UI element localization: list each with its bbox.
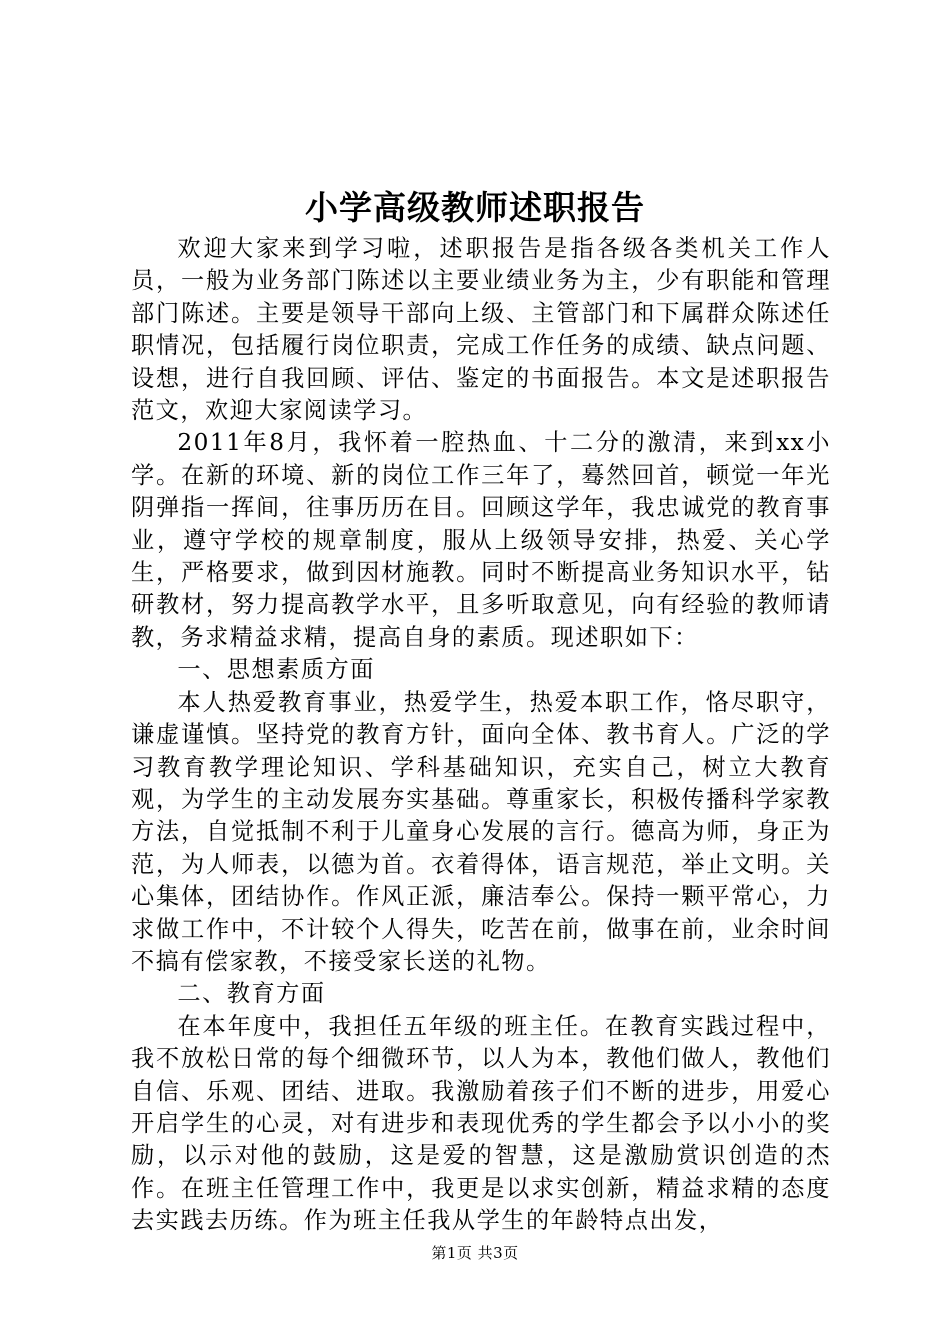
document-body — [131, 233, 831, 1238]
paragraph-ideology: 本人热爱教育事业，热爱学生，热爱本职工作，恪尽职守，谦虚谨慎。坚持党的教育方针，面向全体、教书育人。广泛的学习教育教学理论知识、学科基础知识，充实自己，树立大教育观，为学生的主动发展夯实基础。尊重家长，积极传播科学家教方法，自觉抵制不利于儿童身心发展的言行。德高为师，身正为范，为人师表，以德为首。衣着得体，语言规范，举止文明。关心集体，团结协作。作风正派，廉洁奉公。保持一颗平常心，力求做工作中，不计较个人得失，吃苦在前，做事在前，业余时间不搞有偿家教，不接受家长送的礼物。 — [131, 688, 831, 975]
section-heading-education: 二、教育方面 — [177, 980, 326, 1008]
paragraph-education: 在本年度中，我担任五年级的班主任。在教育实践过程中，我不放松日常的每个细微环节，以人为本，教他们做人，教他们自信、乐观、团结、进取。我激励着孩子们不断的进步，用爱心开启学生的心灵，对有进步和表现优秀的学生都会予以小小的奖励，以示对他的鼓励，这是爱的智慧，这是激励赏识创造的杰作。在班主任管理工作中，我更是以求实创新，精益求精的态度去实践去历练。作为班主任我从学生的年龄特点出发， — [131, 1012, 831, 1235]
paragraph-background: 2011年8月，我怀着一腔热血、十二分的激清，来到xx小学。在新的环境、新的岗位工作三年了，蓦然回首，顿觉一年光阴弹指一挥间，往事历历在目。回顾这学年，我忠诚党的教育事业，遵守学校的规章制度，服从上级领导安排，热爱、关心学生，严格要求，做到因材施教。同时不断提高业务知识水平，钻研教材，努力提高教学水平，且多听取意见，向有经验的教师请教，务求精益求精，提高自身的素质。现述职如下： — [131, 429, 831, 651]
page-footer: 第1页 共3页 — [431, 1244, 519, 1262]
section-heading-ideology: 一、思想素质方面 — [177, 656, 375, 684]
paragraph-intro: 欢迎大家来到学习啦，述职报告是指各级各类机关工作人员，一般为业务部门陈述以主要业绩业务为主，少有职能和管理部门陈述。主要是领导干部向上级、主管部门和下属群众陈述任职情况，包括履行岗位职责，完成工作任务的成绩、缺点问题、设想，进行自我回顾、评估、鉴定的书面报告。本文是述职报告范文，欢迎大家阅读学习。 — [131, 235, 831, 425]
document-title: 小学高级教师述职报告 — [305, 188, 645, 227]
